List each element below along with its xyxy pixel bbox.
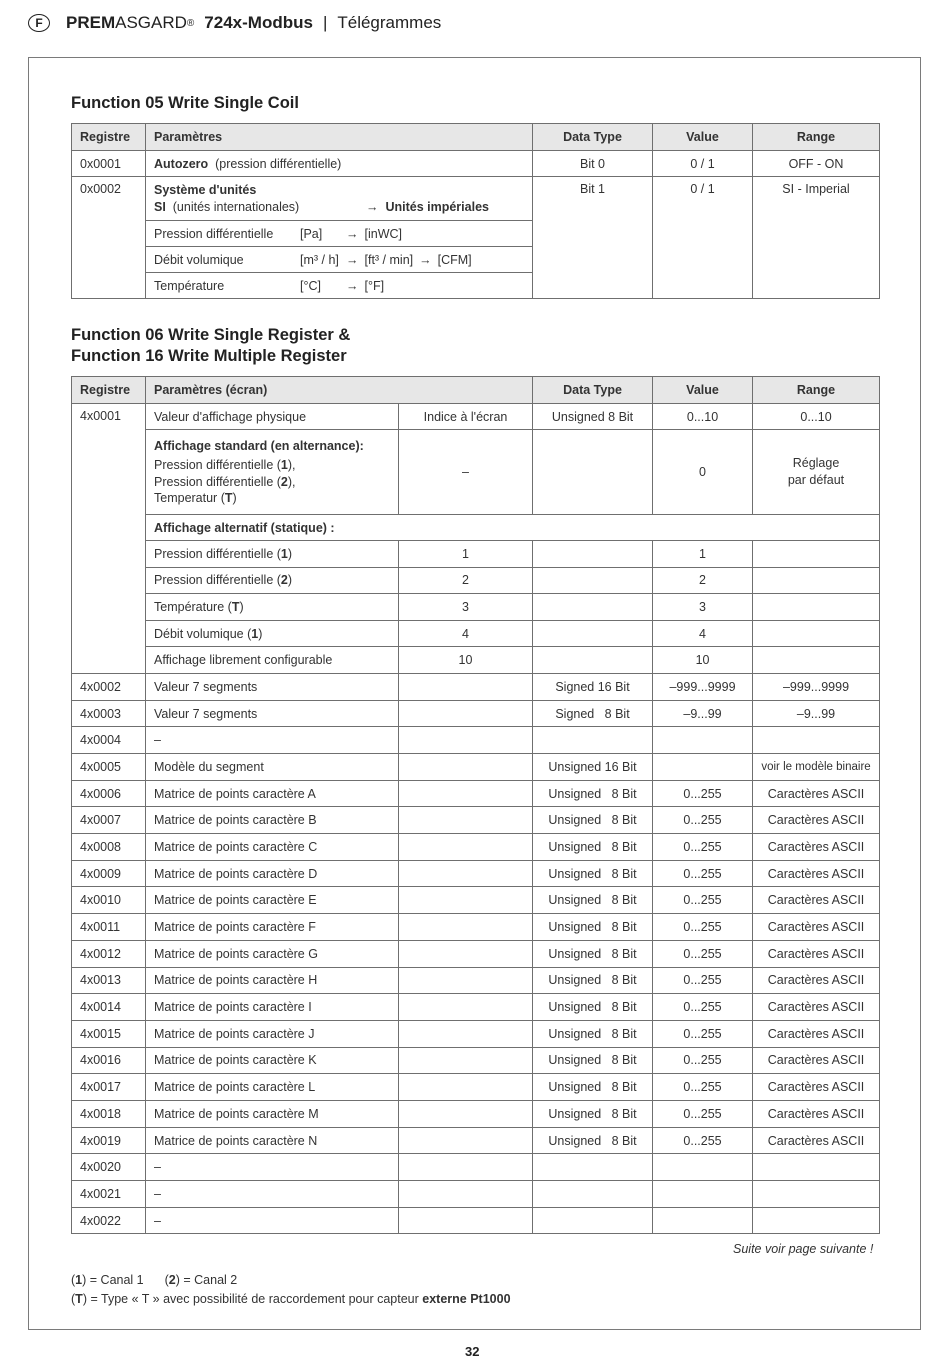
text: ), <box>287 474 296 489</box>
data-type-cell: Unsigned 8 Bit <box>533 780 653 807</box>
footnote-c2-key: 2 <box>168 1273 176 1287</box>
data-type-cell: Bit 1 <box>533 177 653 299</box>
text: ) <box>258 626 263 641</box>
function05-title: Function 05 Write Single Coil <box>71 94 299 112</box>
range-cell: Caractères ASCII <box>753 994 880 1021</box>
table-row <box>72 1074 880 1101</box>
data-type-cell <box>533 1154 653 1181</box>
range-cell: OFF - ON <box>753 151 880 177</box>
value-cell: 0...255 <box>653 994 753 1021</box>
function06-title-line1: Function 06 Write Single Register & <box>71 326 351 344</box>
registre-cell: 4x0008 <box>72 834 146 861</box>
range-cell <box>753 567 880 594</box>
page-number: 32 <box>465 1344 480 1359</box>
range-cell: voir le modèle binaire <box>753 754 880 781</box>
value-cell: 0 <box>653 430 753 515</box>
col-data-type: Data Type <box>533 124 653 151</box>
registre-cell: 4x0012 <box>72 940 146 967</box>
data-type-cell: Bit 0 <box>533 151 653 177</box>
param-rest: (pression différentielle) <box>215 156 342 171</box>
param-cell <box>146 151 533 177</box>
range-cell: Caractères ASCII <box>753 887 880 914</box>
param-cell: Matrice de points caractère L <box>146 1074 399 1101</box>
data-type-cell: Signed 16 Bit <box>533 673 653 700</box>
data-type-cell <box>533 567 653 594</box>
text-bold: 2 <box>280 573 288 588</box>
text: Pression différentielle ( <box>154 573 281 588</box>
table-row <box>72 1181 880 1208</box>
table-row <box>72 994 880 1021</box>
registre-cell: 4x0017 <box>72 1074 146 1101</box>
registre-cell: 4x0004 <box>72 727 146 754</box>
arrow-icon: → <box>366 199 379 214</box>
data-type-cell <box>533 727 653 754</box>
param-cell <box>146 567 399 594</box>
footnote-t-text: = Type « T » avec possibilité de raccordement pour capteur <box>86 1292 423 1306</box>
table-row <box>72 594 880 621</box>
data-type-cell <box>533 1181 653 1208</box>
table-row <box>72 780 880 807</box>
text-bold: T <box>231 599 240 614</box>
value-cell: 0...255 <box>653 967 753 994</box>
value-cell: 3 <box>653 594 753 621</box>
registre-cell: 4x0003 <box>72 700 146 727</box>
data-type-cell <box>533 647 653 674</box>
range-cell <box>753 1207 880 1234</box>
range-cell: Caractères ASCII <box>753 807 880 834</box>
data-type-cell: Unsigned 8 Bit <box>533 807 653 834</box>
data-type-cell: Unsigned 8 Bit <box>533 994 653 1021</box>
text: ) <box>232 491 237 505</box>
text: ) <box>287 546 293 561</box>
indice-cell <box>399 1207 533 1234</box>
unit-cell <box>146 221 533 247</box>
table-row <box>72 151 880 177</box>
unit-si: [m³ / h] <box>300 252 339 267</box>
text: Affichage librement configurable <box>154 653 333 668</box>
data-type-cell: Unsigned 8 Bit <box>533 887 653 914</box>
text: Température ( <box>154 599 232 614</box>
table-row <box>72 620 880 647</box>
param-cell: – <box>146 1154 399 1181</box>
arrow-icon: → <box>419 252 432 267</box>
unit-imperial-2: [CFM] <box>437 252 472 267</box>
table-row <box>72 887 880 914</box>
range-cell: Caractères ASCII <box>753 967 880 994</box>
indice-cell <box>399 834 533 861</box>
value-cell: 2 <box>653 567 753 594</box>
indice-cell: 1 <box>399 541 533 568</box>
value-cell: 0 / 1 <box>653 151 753 177</box>
table-row <box>72 1207 880 1234</box>
range-cell <box>753 727 880 754</box>
param-cell <box>146 541 399 568</box>
col-value: Value <box>653 377 753 404</box>
col-range: Range <box>753 124 880 151</box>
continued-note: Suite voir page suivante ! <box>733 1242 874 1256</box>
text-bold: 2 <box>280 474 288 489</box>
param-cell: Matrice de points caractère D <box>146 860 399 887</box>
range-cell <box>753 594 880 621</box>
param-cell: Matrice de points caractère F <box>146 914 399 941</box>
indice-cell <box>399 1074 533 1101</box>
param-cell <box>146 620 399 647</box>
range-cell: Caractères ASCII <box>753 940 880 967</box>
col-registre: Registre <box>72 377 146 404</box>
si-label: SI <box>154 199 166 214</box>
col-value: Value <box>653 124 753 151</box>
range-cell: SI - Imperial <box>753 177 880 299</box>
value-cell: 0...255 <box>653 1020 753 1047</box>
table-row <box>72 1100 880 1127</box>
text: Pression différentielle ( <box>154 474 281 489</box>
standard-line <box>154 457 390 474</box>
range-cell <box>753 620 880 647</box>
data-type-cell: Unsigned 8 Bit <box>533 1127 653 1154</box>
range-cell: –9...99 <box>753 700 880 727</box>
indice-cell <box>399 1047 533 1074</box>
standard-display-cell <box>146 430 399 515</box>
param-cell: Matrice de points caractère G <box>146 940 399 967</box>
value-cell: 0...255 <box>653 887 753 914</box>
standard-heading: Affichage standard (en alternance): <box>154 438 364 453</box>
value-cell <box>653 1207 753 1234</box>
table-row <box>72 541 880 568</box>
data-type-cell: Unsigned 8 Bit <box>533 1020 653 1047</box>
registre-cell: 4x0009 <box>72 860 146 887</box>
registre-cell: 4x0013 <box>72 967 146 994</box>
param-bold: Système d'unités <box>154 182 257 197</box>
brand-regular: ASGARD <box>115 13 187 32</box>
value-cell <box>653 1181 753 1208</box>
range-cell: Caractères ASCII <box>753 860 880 887</box>
function06-title-line2: Function 16 Write Multiple Register <box>71 347 347 365</box>
footnote-type-t: (T) = Type « T » avec possibilité de raccordement pour capteur externe Pt1000 <box>71 1292 511 1306</box>
unit-label: Débit volumique <box>154 252 244 267</box>
range-cell: –999...9999 <box>753 673 880 700</box>
indice-cell <box>399 994 533 1021</box>
text-bold: 1 <box>280 458 288 472</box>
indice-cell <box>399 754 533 781</box>
range-line: par défaut <box>787 473 845 487</box>
alternatif-heading-row <box>72 515 880 541</box>
indice-cell <box>399 940 533 967</box>
registre-cell: 4x0018 <box>72 1100 146 1127</box>
arrow-icon: → <box>346 226 359 241</box>
param-cell <box>146 647 399 674</box>
param-bold: Autozero <box>154 156 209 171</box>
si-desc: (unités internationales) <box>172 199 300 214</box>
col-data-type: Data Type <box>533 377 653 404</box>
unit-si: [Pa] <box>300 226 323 241</box>
param-cell: Matrice de points caractère B <box>146 807 399 834</box>
range-cell: Caractères ASCII <box>753 780 880 807</box>
registre-cell: 4x0014 <box>72 994 146 1021</box>
header-separator: | <box>322 13 328 32</box>
standard-display-row <box>72 430 880 515</box>
registre-cell: 4x0005 <box>72 754 146 781</box>
indice-cell: 10 <box>399 647 533 674</box>
text-bold: T <box>224 491 233 505</box>
text: Pression différentielle ( <box>154 546 281 561</box>
text: ) <box>287 573 293 588</box>
indice-cell <box>399 673 533 700</box>
function06-table <box>71 376 880 1234</box>
param-cell: – <box>146 1181 399 1208</box>
text-bold: 1 <box>251 626 259 641</box>
range-cell <box>753 647 880 674</box>
registre-cell: 4x0007 <box>72 807 146 834</box>
table-row <box>72 727 880 754</box>
function05-table <box>71 123 880 299</box>
text: Débit volumique ( <box>154 626 252 641</box>
param-cell: Matrice de points caractère C <box>146 834 399 861</box>
unit-si: [°C] <box>300 278 321 293</box>
data-type-cell: Unsigned 8 Bit <box>533 1100 653 1127</box>
language-badge: F <box>28 14 50 32</box>
registre-cell: 0x0002 <box>72 177 146 299</box>
value-cell: 0...255 <box>653 1047 753 1074</box>
unit-cell <box>146 273 533 299</box>
table-row <box>72 177 880 221</box>
table-row <box>72 914 880 941</box>
data-type-cell <box>533 430 653 515</box>
param-cell: Modèle du segment <box>146 754 399 781</box>
value-cell: 0...255 <box>653 860 753 887</box>
col-range: Range <box>753 377 880 404</box>
registre-cell: 4x0001 <box>72 404 146 674</box>
registre-cell: 4x0016 <box>72 1047 146 1074</box>
table-row <box>72 860 880 887</box>
indice-cell <box>399 1020 533 1047</box>
param-cell: Matrice de points caractère K <box>146 1047 399 1074</box>
value-cell <box>653 1154 753 1181</box>
registre-cell: 4x0019 <box>72 1127 146 1154</box>
footnote-c1-text: = Canal 1 <box>86 1273 144 1287</box>
range-cell: Caractères ASCII <box>753 914 880 941</box>
si-line <box>154 199 524 216</box>
value-cell: 0 / 1 <box>653 177 753 299</box>
alternatif-heading: Affichage alternatif (statique) : <box>146 515 880 541</box>
param-cell: Matrice de points caractère M <box>146 1100 399 1127</box>
param-cell <box>146 594 399 621</box>
value-cell: 0...255 <box>653 1127 753 1154</box>
table-row <box>72 567 880 594</box>
standard-line <box>154 490 390 507</box>
registered-mark: ® <box>186 17 195 29</box>
unit-cell <box>146 247 533 273</box>
imperial-label: Unités impériales <box>385 199 489 214</box>
arrow-icon: → <box>346 252 359 267</box>
text: ) <box>239 599 244 614</box>
data-type-cell <box>533 620 653 647</box>
unit-label: Température <box>154 278 225 293</box>
range-cell: 0...10 <box>753 404 880 430</box>
data-type-cell: Unsigned 8 Bit <box>533 834 653 861</box>
table-row <box>72 647 880 674</box>
indice-cell: – <box>399 430 533 515</box>
page-header <box>28 10 441 36</box>
param-cell: Matrice de points caractère H <box>146 967 399 994</box>
registre-cell: 4x0015 <box>72 1020 146 1047</box>
footnote-channels: (1) = Canal 1 (2) = Canal 2 <box>71 1273 238 1287</box>
registre-cell: 4x0021 <box>72 1181 146 1208</box>
data-type-cell: Unsigned 8 Bit <box>533 404 653 430</box>
value-cell: 0...255 <box>653 940 753 967</box>
range-cell <box>753 1181 880 1208</box>
text: Temperatur ( <box>154 491 225 505</box>
arrow-icon: → <box>346 278 359 293</box>
data-type-cell: Unsigned 8 Bit <box>533 967 653 994</box>
registre-cell: 4x0022 <box>72 1207 146 1234</box>
table-row <box>72 1020 880 1047</box>
range-cell: Caractères ASCII <box>753 1074 880 1101</box>
footnote-c2-text: = Canal 2 <box>179 1273 238 1287</box>
range-cell <box>753 541 880 568</box>
indice-cell: 4 <box>399 620 533 647</box>
table-row <box>72 754 880 781</box>
value-cell: 0...10 <box>653 404 753 430</box>
range-cell: Caractères ASCII <box>753 1100 880 1127</box>
indice-cell <box>399 780 533 807</box>
range-cell: Caractères ASCII <box>753 1127 880 1154</box>
function06-title <box>71 325 350 367</box>
indice-cell <box>399 1100 533 1127</box>
table-row <box>72 700 880 727</box>
footnote-t-bold: externe Pt1000 <box>422 1292 511 1306</box>
range-line: Réglage <box>792 456 840 470</box>
table-row <box>72 807 880 834</box>
indice-cell <box>399 1154 533 1181</box>
brand-bold: PREM <box>66 13 116 32</box>
value-cell <box>653 727 753 754</box>
range-cell <box>753 430 880 515</box>
data-type-cell <box>533 541 653 568</box>
param-cell: Valeur 7 segments <box>146 700 399 727</box>
table-row <box>72 967 880 994</box>
range-cell: Caractères ASCII <box>753 1047 880 1074</box>
registre-cell: 0x0001 <box>72 151 146 177</box>
param-cell <box>146 177 533 221</box>
registre-cell: 4x0011 <box>72 914 146 941</box>
param-cell: Matrice de points caractère E <box>146 887 399 914</box>
param-cell: Valeur d'affichage physique <box>146 404 399 430</box>
unit-imperial: [ft³ / min] <box>364 252 414 267</box>
text-bold: 1 <box>280 546 288 561</box>
param-cell: Matrice de points caractère A <box>146 780 399 807</box>
section-name: Télégrammes <box>337 13 442 32</box>
indice-cell <box>399 967 533 994</box>
value-cell: 1 <box>653 541 753 568</box>
data-type-cell <box>533 1207 653 1234</box>
model-name: 724x-Modbus <box>204 13 313 32</box>
indice-cell: 2 <box>399 567 533 594</box>
indice-cell: 3 <box>399 594 533 621</box>
footnote-c1-key: 1 <box>75 1273 83 1287</box>
registre-cell: 4x0020 <box>72 1154 146 1181</box>
register-rows <box>72 673 880 1233</box>
table-row <box>72 1127 880 1154</box>
text: ), <box>287 458 296 472</box>
indice-cell <box>399 727 533 754</box>
unit-label: Pression différentielle <box>154 226 274 241</box>
range-cell <box>753 1154 880 1181</box>
param-cell: – <box>146 727 399 754</box>
registre-cell: 4x0002 <box>72 673 146 700</box>
col-parametres: Paramètres (écran) <box>146 377 533 404</box>
unit-imperial: [inWC] <box>364 226 402 241</box>
indice-cell <box>399 1127 533 1154</box>
unit-imperial: [°F] <box>364 278 385 293</box>
indice-cell <box>399 700 533 727</box>
table-row <box>72 834 880 861</box>
table-row <box>72 1154 880 1181</box>
value-cell: 4 <box>653 620 753 647</box>
data-type-cell: Unsigned 8 Bit <box>533 860 653 887</box>
data-type-cell: Unsigned 8 Bit <box>533 1047 653 1074</box>
data-type-cell: Unsigned 8 Bit <box>533 1074 653 1101</box>
range-cell: Caractères ASCII <box>753 834 880 861</box>
param-cell: Matrice de points caractère I <box>146 994 399 1021</box>
footnote-t-key: T <box>75 1292 83 1306</box>
value-cell <box>653 754 753 781</box>
data-type-cell: Unsigned 8 Bit <box>533 940 653 967</box>
data-type-cell: Unsigned 8 Bit <box>533 914 653 941</box>
param-cell: Matrice de points caractère J <box>146 1020 399 1047</box>
value-cell: 0...255 <box>653 1100 753 1127</box>
registre-cell: 4x0006 <box>72 780 146 807</box>
indice-cell <box>399 914 533 941</box>
table-row <box>72 940 880 967</box>
value-cell: 0...255 <box>653 834 753 861</box>
value-cell: 0...255 <box>653 914 753 941</box>
col-registre: Registre <box>72 124 146 151</box>
standard-line <box>154 474 390 491</box>
table-row <box>72 673 880 700</box>
indice-cell: Indice à l'écran <box>399 404 533 430</box>
value-cell: –999...9999 <box>653 673 753 700</box>
value-cell: 0...255 <box>653 780 753 807</box>
indice-cell <box>399 807 533 834</box>
value-cell: 0...255 <box>653 1074 753 1101</box>
table-row <box>72 1047 880 1074</box>
param-cell: Matrice de points caractère N <box>146 1127 399 1154</box>
value-cell: 0...255 <box>653 807 753 834</box>
text: Pression différentielle ( <box>154 458 281 472</box>
param-cell: – <box>146 1207 399 1234</box>
data-type-cell: Unsigned 16 Bit <box>533 754 653 781</box>
indice-cell <box>399 860 533 887</box>
data-type-cell: Signed 8 Bit <box>533 700 653 727</box>
col-parametres: Paramètres <box>146 124 533 151</box>
indice-cell <box>399 1181 533 1208</box>
range-cell: Caractères ASCII <box>753 1020 880 1047</box>
data-type-cell <box>533 594 653 621</box>
indice-cell <box>399 887 533 914</box>
value-cell: –9...99 <box>653 700 753 727</box>
registre-cell: 4x0010 <box>72 887 146 914</box>
table-row <box>72 404 880 430</box>
param-cell: Valeur 7 segments <box>146 673 399 700</box>
value-cell: 10 <box>653 647 753 674</box>
